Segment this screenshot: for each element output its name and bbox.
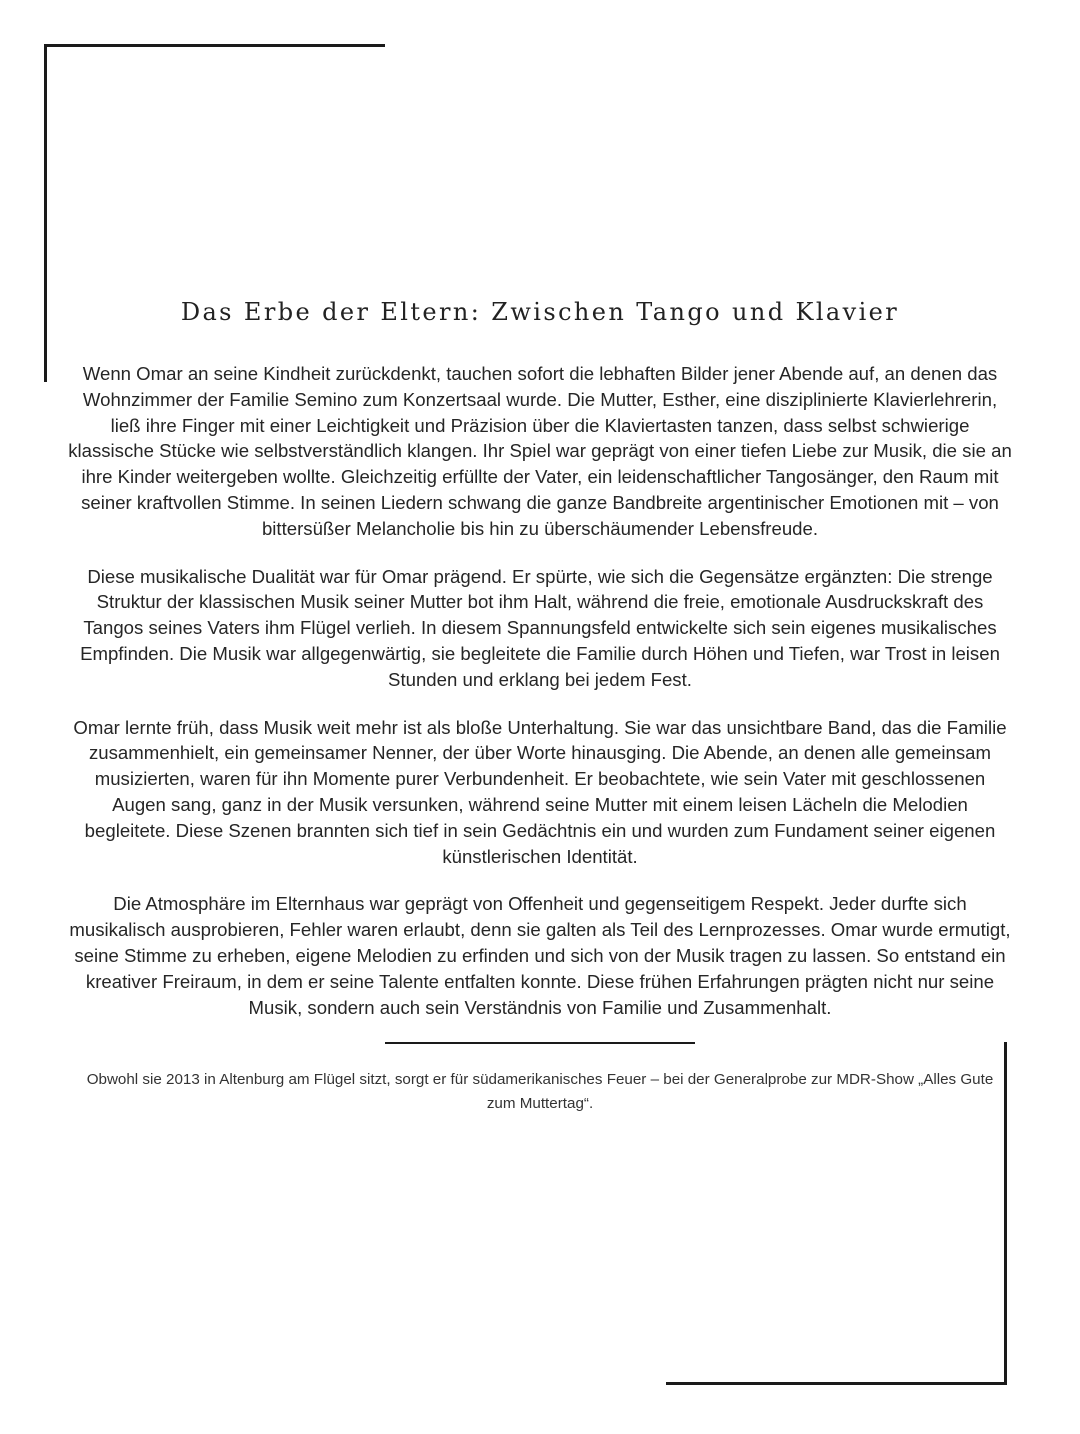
- frame-corner-bottom-right-horizontal: [666, 1382, 1007, 1385]
- article-paragraph-2: Diese musikalische Dualität war für Omar prägend. Er spürte, wie sich die Gegensätze ergänzten: Die strenge Struktur der klassischen Musik seiner Mutter bot ihm Halt, während die freie, emotionale Ausdruckskraft des Tangos seines Vaters ihm Flügel verlieh. In diesem Spannungsfeld entwickelte sich sein eigenes musikalisches Empfinden. Die Musik war allgegenwärtig, sie begleitete die Familie durch Höhen und Tiefen, war Trost in leisen Stunden und erklang bei jedem Fest.: [80, 565, 1000, 690]
- article-paragraph-3: Omar lernte früh, dass Musik weit mehr ist als bloße Unterhaltung. Sie war das unsichtbare Band, das die Familie zusammenhielt, ein gemeinsamer Nenner, der über Worte hinausging. Die Abende, an denen alle gemeinsam musizierten, waren für ihn Momente purer Verbundenheit. Er beobachtete, wie sein Vater mit geschlossenen Augen sang, ganz in der Musik versunken, während seine Mutter mit einem leisen Lächeln die Melodien begleitete. Diese Szenen brannten sich tief in sein Gedächtnis ein und wurden zum Fundament seiner eigenen künstlerischen Identität.: [73, 716, 1007, 867]
- image-caption: Obwohl sie 2013 in Altenburg am Flügel sitzt, sorgt er für südamerikanisches Feuer – bei der Generalprobe zur MDR-Show „Alles Gute zum Muttertag“.: [86, 1071, 994, 1113]
- article-paragraph-4: Die Atmosphäre im Elternhaus war geprägt von Offenheit und gegenseitigem Respekt. Jeder durfte sich musikalisch ausprobieren, Fehler waren erlaubt, denn sie galten als Teil des Lernprozesses. Omar wurde ermutigt, seine Stimme zu erheben, eigene Melodien zu erfinden und sich von der Musik tragen zu lassen. So entstand ein kreativer Freiraum, in dem er seine Talente entfalten konnte. Diese frühen Erfahrungen prägten nicht nur seine Musik, sondern auch sein Verständnis von Familie und Zusammenhalt.: [69, 893, 1011, 1018]
- article: [60, 296, 1020, 1116]
- article-title: Das Erbe der Eltern: Zwischen Tango und Klavier: [180, 298, 900, 326]
- frame-corner-top-left-horizontal: [44, 44, 385, 47]
- article-paragraph-1: Wenn Omar an seine Kindheit zurückdenkt, tauchen sofort die lebhaften Bilder jener Abende auf, an denen das Wohnzimmer der Familie Semino zum Konzertsaal wurde. Die Mutter, Esther, eine disziplinierte Klavierlehrerin, ließ ihre Finger mit einer Leichtigkeit und Präzision über die Klaviertasten tanzen, dass selbst schwierige klassische Stücke wie selbstverständlich klangen. Ihr Spiel war geprägt von einer tiefen Liebe zur Musik, die sie an ihre Kinder weitergeben wollte. Gleichzeitig erfüllte der Vater, ein leidenschaftlicher Tangosänger, den Raum mit seiner kraftvollen Stimme. In seinen Liedern schwang die ganze Bandbreite argentinischer Emotionen mit – von bittersüßer Melancholie bis hin zu überschäumender Lebensfreude.: [68, 363, 1012, 539]
- frame-corner-top-left-vertical: [44, 44, 47, 382]
- caption-divider: [385, 1042, 695, 1044]
